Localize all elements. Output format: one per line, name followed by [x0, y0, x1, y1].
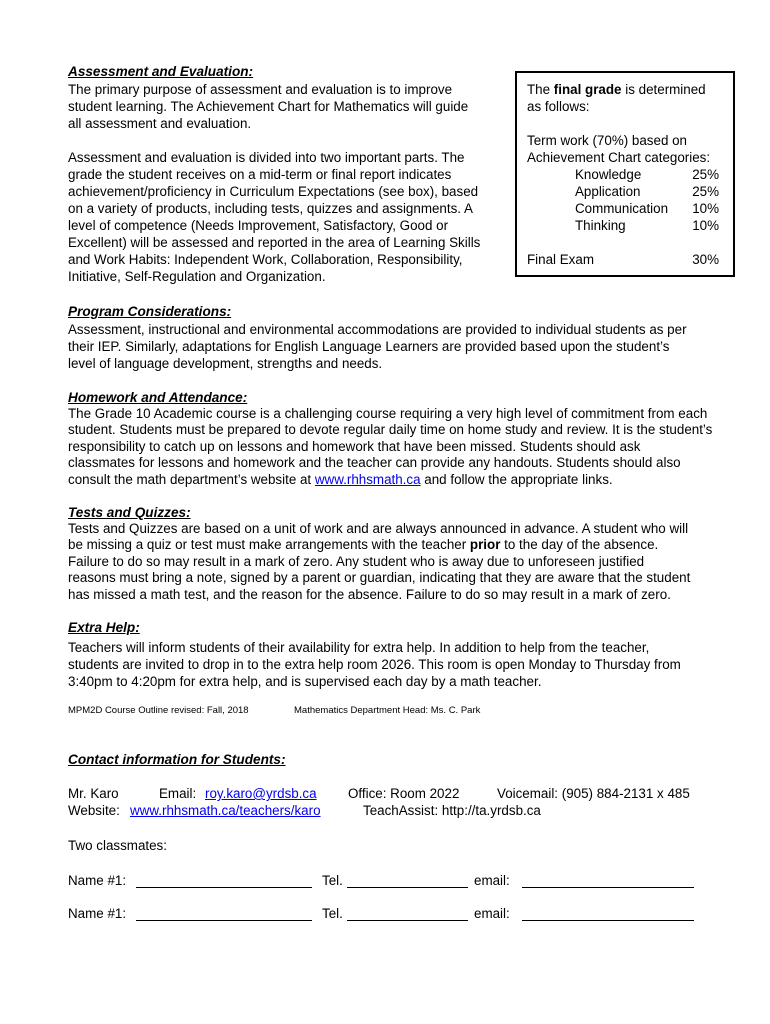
tests-paragraph [68, 521, 690, 603]
contact-heading: Contact information for Students: [68, 752, 286, 767]
classmate-tel-label: Tel. [322, 873, 343, 888]
assessment-para-2 [68, 149, 480, 285]
text-line: responsibility to catch up on lessons and homework that have been missed. Students should ask [68, 438, 641, 454]
text-line: The Grade 10 Academic course is a challenging course requiring a very high level of commitment from each [68, 406, 708, 421]
text-line: their IEP. Similarly, adaptations for English Language Learners are provided based upon the student’s [68, 339, 670, 354]
program-heading: Program Considerations: [68, 304, 232, 319]
math-website-link[interactable]: www.rhhsmath.ca [314, 471, 421, 487]
category-row-thinking: Thinking 10% [575, 218, 719, 233]
text-line: students are invited to drop in to the extra help room 2026. This room is open Monday to Thursday from [68, 657, 681, 672]
classmate-email-label: email: [474, 906, 510, 921]
text-line: level of language development, strengths and needs. [68, 356, 383, 371]
classmate-tel-field[interactable] [347, 908, 468, 921]
teacher-name: Mr. Karo [68, 786, 119, 801]
text-line: reasons must bring a note, signed by a parent or guardian, indicating that they are aware that the student [68, 570, 691, 586]
text-line: Excellent) will be assessed and reported in the area of Learning Skills [68, 235, 481, 250]
final-exam-row: Final Exam 30% [527, 252, 719, 267]
category-row-communication: Communication 10% [575, 201, 719, 216]
text-line: all assessment and evaluation. [68, 116, 252, 131]
program-paragraph [68, 321, 687, 372]
office-info: Office: Room 2022 [348, 786, 460, 801]
prior-bold: prior [469, 537, 501, 553]
text-line: grade the student receives on a mid-term or final report indicates [68, 167, 452, 182]
achievement-categories-line: Achievement Chart categories: [527, 150, 711, 165]
text-line: The primary purpose of assessment and evaluation is to improve [68, 82, 453, 97]
teacher-website-link[interactable]: www.rhhsmath.ca/teachers/karo [130, 803, 321, 818]
final-grade-bold: final grade [553, 82, 622, 97]
classmate-email-field[interactable] [522, 908, 694, 921]
category-row-knowledge: Knowledge 25% [575, 167, 719, 182]
classmate-tel-label: Tel. [322, 906, 343, 921]
text-line: Assessment, instructional and environmental accommodations are provided to individual students as per [68, 322, 687, 337]
voicemail-info: Voicemail: (905) 884-2131 x 485 [497, 786, 690, 801]
text-line: 3:40pm to 4:20pm for extra help, and is supervised each day by a math teacher. [68, 674, 542, 689]
text-line: classmates for lessons and homework and the teacher can provide any handouts. Students should also [68, 455, 681, 471]
tests-heading: Tests and Quizzes: [68, 505, 191, 520]
extra-help-heading: Extra Help: [68, 620, 140, 635]
text-line: student. Students must be prepared to devote regular daily time on home study and review. It is the student’s [68, 422, 713, 438]
text-line: achievement/proficiency in Curriculum Expectations (see box), based [68, 184, 479, 199]
text-line: has missed a math test, and the reason for the absence. Failure to do so may result in a mark of zero. [68, 586, 671, 602]
term-work-line: Term work (70%) based on [527, 133, 688, 148]
text-line: Initiative, Self-Regulation and Organization. [68, 269, 326, 284]
homework-heading: Homework and Attendance: [68, 390, 248, 405]
homework-paragraph [68, 406, 712, 488]
teachassist-info: TeachAssist: http://ta.yrdsb.ca [363, 803, 541, 818]
category-row-application: Application 25% [575, 184, 719, 199]
classmate-email-label: email: [474, 873, 510, 888]
text-line: level of competence (Needs Improvement, Satisfactory, Good or [68, 218, 449, 233]
classmate-name-label: Name #1: [68, 873, 127, 888]
email-label: Email: [159, 786, 197, 801]
text-line: be missing a quiz or test must make arrangements with the teacher prior to the day of the absence. [68, 537, 659, 553]
website-label: Website: [68, 803, 120, 818]
classmate-tel-field[interactable] [347, 875, 468, 888]
text-line: student learning. The Achievement Chart for Mathematics will guide [68, 99, 469, 114]
assessment-heading: Assessment and Evaluation: [68, 64, 254, 79]
classmate-name-field[interactable] [136, 875, 312, 888]
department-head: Mathematics Department Head: Ms. C. Park [294, 705, 481, 716]
classmate-name-field[interactable] [136, 908, 312, 921]
final-grade-box [515, 71, 735, 277]
teacher-email-link[interactable]: roy.karo@yrdsb.ca [205, 786, 317, 801]
text-line: Teachers will inform students of their availability for extra help. In addition to help from the teacher, [68, 640, 650, 655]
text-line: Assessment and evaluation is divided into two important parts. The [68, 150, 465, 165]
text-line: on a variety of products, including tests, quizzes and assignments. A [68, 201, 473, 216]
course-outline-revised: MPM2D Course Outline revised: Fall, 2018 [68, 705, 249, 716]
classmates-label: Two classmates: [68, 838, 167, 853]
classmate-name-label: Name #1: [68, 906, 127, 921]
grade-intro-line2: as follows: [527, 99, 590, 114]
classmate-email-field[interactable] [522, 875, 694, 888]
text-line: Tests and Quizzes are based on a unit of work and are always announced in advance. A student who will [68, 521, 689, 536]
text-line: consult the math department’s website at www.rhhsmath.ca and follow the appropriate links. [68, 471, 613, 487]
assessment-para-1 [68, 81, 468, 132]
extra-help-paragraph [68, 639, 681, 690]
text-line: and Work Habits: Independent Work, Collaboration, Responsibility, [68, 252, 463, 267]
grade-intro: The final grade is determined [527, 82, 706, 97]
text-line: Failure to do so may result in a mark of zero. Any student who is away due to unforeseen justified [68, 553, 645, 569]
